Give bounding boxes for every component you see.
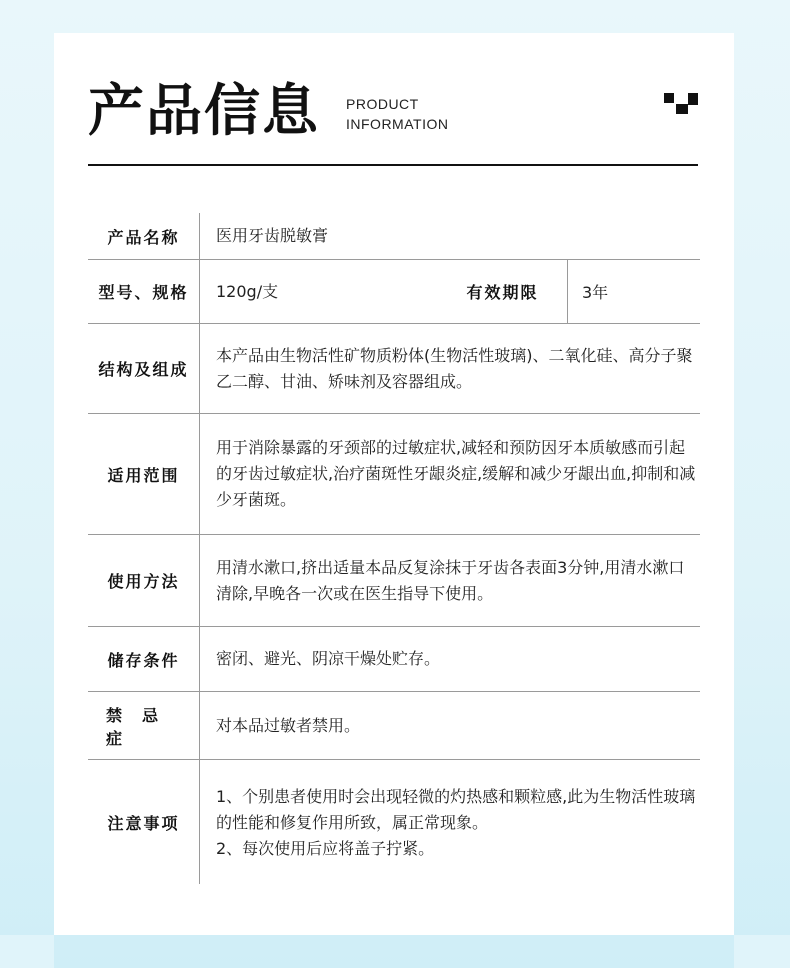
row-label: 使用方法 [88, 535, 200, 626]
row-label: 禁忌症 [88, 692, 200, 759]
row-value [216, 760, 700, 862]
table-row-precautions [88, 760, 700, 884]
table-row-model-spec [88, 260, 700, 324]
row-value [216, 213, 700, 259]
row-sub-label: 有效期限 [438, 260, 568, 323]
row-label: 储存条件 [88, 627, 200, 691]
row-value-text: 密闭、避光、阴凉干燥处贮存。 [216, 649, 441, 668]
page-title: 产品信息 [88, 79, 320, 144]
row-value-text: 医用牙齿脱敏膏 [216, 226, 329, 245]
row-value-text: 1、个别患者使用时会出现轻微的灼热感和颗粒感,此为生物活性玻璃的性能和修复作用所致，属正常现象。 [216, 787, 696, 832]
row-value-text: 本产品由生物活性矿物质粉体(生物活性玻璃)、二氧化硅、高分子聚乙二醇、甘油、矫味剂及容器组成。 [216, 345, 693, 391]
row-label: 注意事项 [88, 760, 200, 884]
page-subtitle [346, 94, 448, 134]
row-value [216, 535, 700, 626]
table-row-composition [88, 324, 700, 414]
table-row-storage [88, 627, 700, 692]
background-stripe [0, 935, 54, 968]
table-row-scope [88, 414, 700, 535]
row-value-text: 120g/支 [216, 281, 279, 301]
subtitle-line-1: PRODUCT [346, 96, 419, 112]
table-row-contraindication [88, 692, 700, 760]
table-row-usage [88, 535, 700, 627]
row-label: 型号、规格 [88, 260, 200, 323]
table-row-product-name [88, 213, 700, 260]
row-value-text: 2、每次使用后应将盖子拧紧。 [216, 839, 435, 858]
row-value-text: 用于消除暴露的牙颈部的过敏症状,减轻和预防因牙本质敏感而引起的牙齿过敏症状,治疗菌斑性牙龈炎症,缓解和减少牙龈出血,抑制和减少牙菌斑。 [216, 438, 696, 509]
row-label: 产品名称 [88, 213, 200, 259]
row-label: 结构及组成 [88, 324, 200, 413]
row-value [216, 692, 700, 759]
row-value [216, 260, 416, 323]
background-stripe [734, 935, 790, 968]
row-value [216, 324, 700, 413]
subtitle-line-2: INFORMATION [346, 116, 449, 132]
row-value-text: 对本品过敏者禁用。 [216, 715, 361, 735]
row-value [216, 414, 700, 534]
row-value-text: 用清水漱口,挤出适量本品反复涂抹于牙齿各表面3分钟,用清水漱口清除,早晚各一次或在医生指导下使用。 [216, 557, 685, 603]
row-label: 适用范围 [88, 414, 200, 534]
pixel-steps-logo-icon [664, 93, 698, 115]
row-value [216, 627, 700, 691]
title-divider [88, 164, 698, 166]
product-info-card [54, 33, 734, 935]
row-sub-value: 3年 [582, 283, 609, 302]
